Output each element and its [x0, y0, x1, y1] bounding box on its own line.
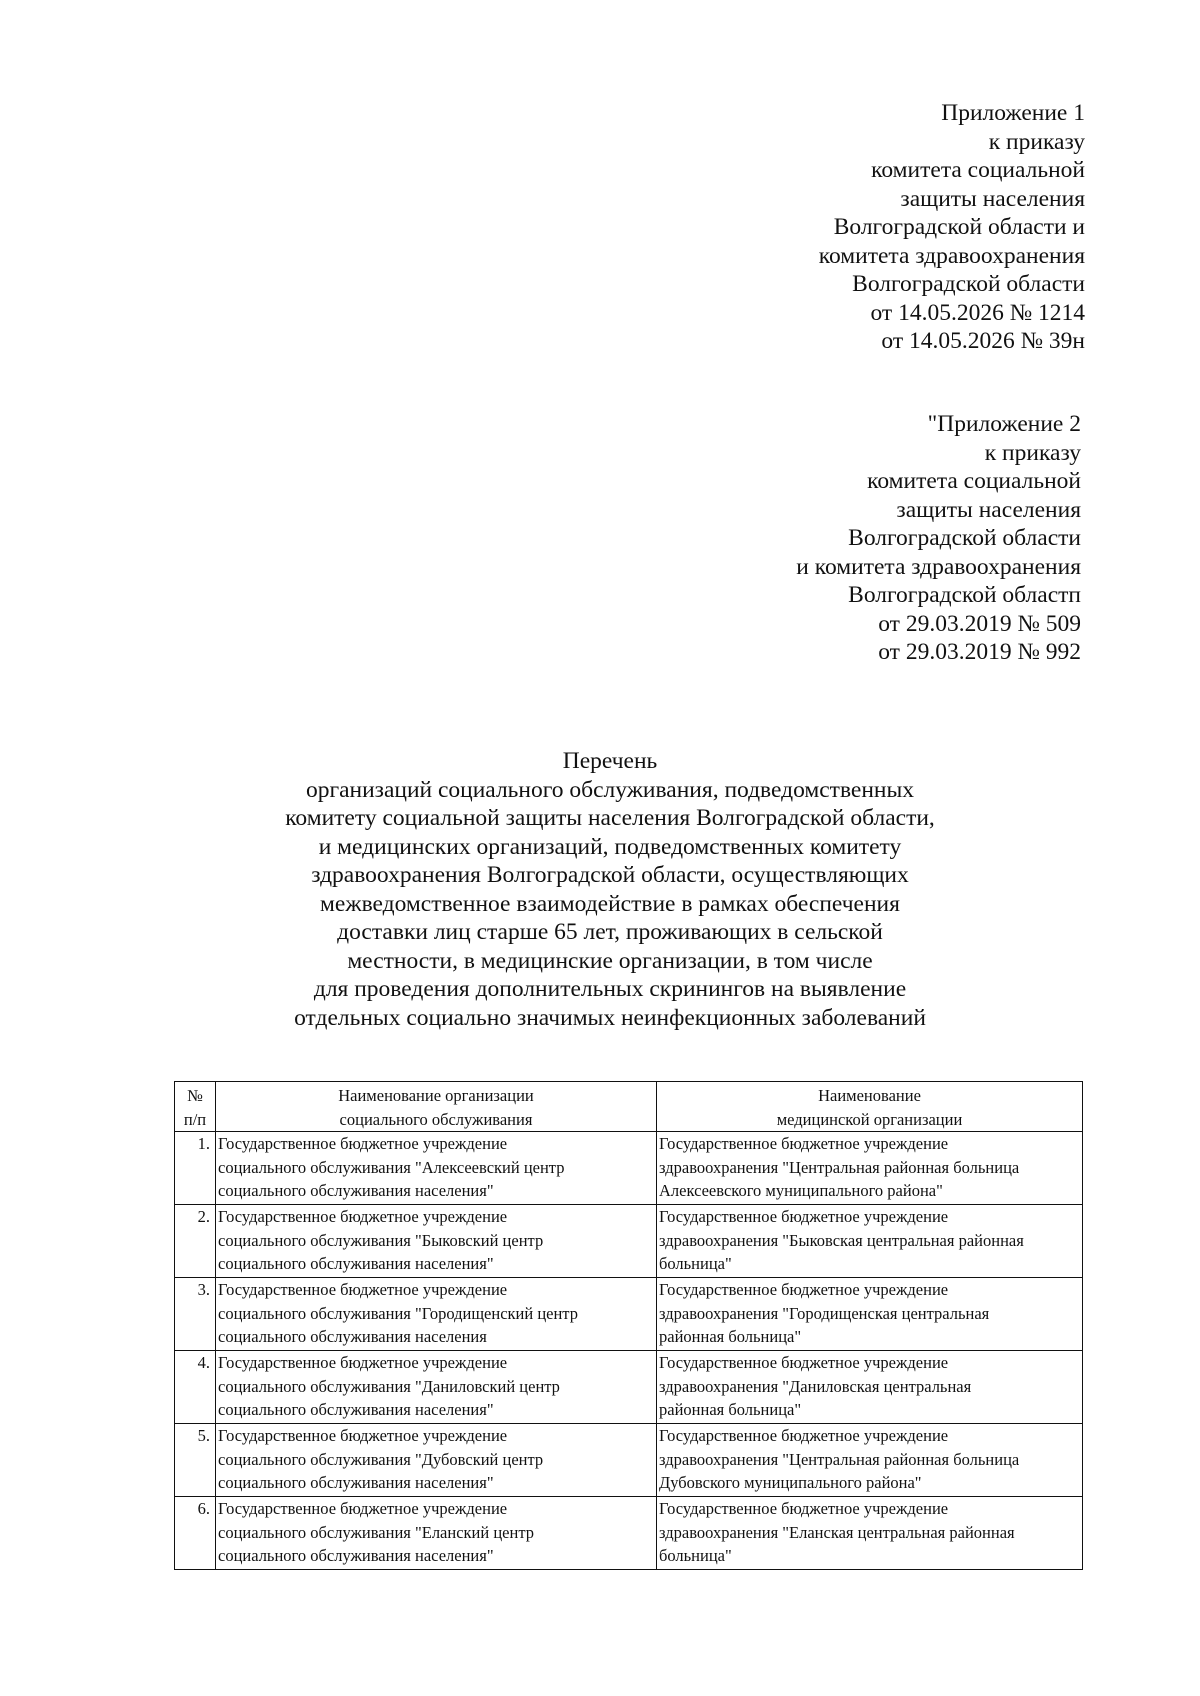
- table-body: [175, 1132, 1083, 1570]
- social-org-name-line: социального обслуживания населения": [218, 1254, 494, 1273]
- medical-org-name-line: здравоохранения "Даниловская центральная: [659, 1376, 972, 1396]
- medical-org-name-line: Государственное бюджетное учреждение: [659, 1280, 949, 1299]
- medical-org-name-line: Государственное бюджетное учреждение: [659, 1353, 949, 1372]
- medical-org-name-cell: [657, 1132, 1083, 1205]
- social-org-name-line: социального обслуживания "Алексеевский центр: [218, 1157, 565, 1177]
- social-org-name-line: социального обслуживания населения": [218, 1181, 494, 1200]
- title-line: отдельных социально значимых неинфекционных заболеваний: [294, 1004, 926, 1031]
- title-line: организаций социального обслуживания, подведомственных: [305, 776, 915, 803]
- title-line: комитету социальной защиты населения Волгоградской области,: [285, 805, 935, 831]
- medical-org-name-line: Алексеевского муниципального района": [659, 1181, 943, 1200]
- appendix-1-line: Волгоградской области и: [833, 214, 1085, 240]
- title-line: здравоохранения Волгоградской области, осуществляющих: [311, 862, 909, 888]
- appendix-1-line: Волгоградской области: [852, 271, 1085, 297]
- medical-org-name-line: здравоохранения "Еланская центральная районная: [659, 1522, 1015, 1542]
- appendix-1-line: комитета социальной: [871, 157, 1085, 183]
- medical-org-name-line: Государственное бюджетное учреждение: [659, 1134, 949, 1153]
- medical-org-name-line: здравоохранения "Быковская центральная районная: [659, 1230, 1024, 1250]
- appendix-2-line: к приказу: [984, 439, 1081, 466]
- organizations-table: [174, 1081, 1083, 1570]
- row-number: 6.: [175, 1497, 216, 1570]
- social-org-name-line: социального обслуживания населения: [218, 1327, 487, 1346]
- title-line: Перечень: [562, 748, 658, 774]
- appendix-1-line: комитета здравоохранения: [818, 242, 1085, 269]
- title-line: доставки лиц старше 65 лет, проживающих в сельской: [337, 919, 883, 945]
- appendix-2-line: комитета социальной: [867, 468, 1081, 494]
- table-row: [175, 1205, 1083, 1278]
- social-org-name-line: Государственное бюджетное учреждение: [218, 1134, 508, 1153]
- social-org-name-cell: [216, 1424, 657, 1497]
- medical-org-name-line: здравоохранения "Городищенская центральная: [659, 1303, 990, 1323]
- medical-org-name-cell: [657, 1424, 1083, 1497]
- social-org-name-line: социального обслуживания населения": [218, 1546, 494, 1565]
- row-number: 2.: [175, 1205, 216, 1278]
- title-line: и медицинских организаций, подведомственных комитету: [318, 833, 902, 860]
- social-org-name-line: социального обслуживания "Даниловский центр: [218, 1376, 560, 1396]
- header-social-org: [216, 1082, 657, 1132]
- social-org-name-cell: [216, 1351, 657, 1424]
- appendix-2-header: [796, 410, 1081, 667]
- medical-org-name-line: больница": [659, 1254, 732, 1273]
- social-org-name-line: социального обслуживания населения": [218, 1473, 494, 1492]
- table-row: [175, 1351, 1083, 1424]
- medical-org-name-line: больница": [659, 1546, 732, 1565]
- medical-org-name-line: Государственное бюджетное учреждение: [659, 1499, 949, 1518]
- appendix-2-line: от 29.03.2019 № 509: [878, 610, 1081, 637]
- appendix-2-line: от 29.03.2019 № 992: [878, 639, 1081, 665]
- table-row: [175, 1278, 1083, 1351]
- row-number: 1.: [175, 1132, 216, 1205]
- title-line: межведомственное взаимодействие в рамках обеспечения: [320, 890, 900, 917]
- social-org-name-line: социального обслуживания "Еланский центр: [218, 1522, 534, 1542]
- medical-org-name-cell: [657, 1351, 1083, 1424]
- appendix-2-line: Волгоградской областп: [848, 582, 1081, 608]
- header-medical-org: [657, 1082, 1083, 1132]
- medical-org-name-line: районная больница": [659, 1400, 802, 1419]
- header-medical-line: медицинской организации: [776, 1109, 963, 1129]
- row-number: 5.: [175, 1424, 216, 1497]
- social-org-name-cell: [216, 1132, 657, 1205]
- social-org-name-line: Государственное бюджетное учреждение: [218, 1426, 508, 1445]
- table-header: [175, 1082, 1083, 1132]
- medical-org-name-line: здравоохранения "Центральная районная больница: [659, 1157, 1020, 1177]
- medical-org-name-line: районная больница": [659, 1327, 802, 1346]
- appendix-2-line: Волгоградской области: [848, 525, 1081, 551]
- header-num-line: №: [187, 1086, 203, 1105]
- table-header-row: [175, 1082, 1083, 1132]
- appendix-1-header: [819, 99, 1085, 356]
- medical-org-name-line: Дубовского муниципального района": [659, 1473, 922, 1492]
- table-row: [175, 1424, 1083, 1497]
- row-number: 4.: [175, 1351, 216, 1424]
- medical-org-name-cell: [657, 1497, 1083, 1570]
- header-medical-line: Наименование: [818, 1086, 921, 1105]
- appendix-1-line: Приложение 1: [941, 100, 1085, 126]
- header-num: [175, 1082, 216, 1132]
- appendix-2-line: "Приложение 2: [927, 411, 1081, 437]
- appendix-2-line: и комитета здравоохранения: [796, 553, 1081, 580]
- header-num-line: п/п: [183, 1109, 207, 1129]
- title-line: местности, в медицинские организации, в том числе: [347, 947, 873, 974]
- table-row: [175, 1497, 1083, 1570]
- medical-org-name-cell: [657, 1278, 1083, 1351]
- medical-org-name-cell: [657, 1205, 1083, 1278]
- appendix-2-line: защиты населения: [896, 496, 1081, 523]
- medical-org-name-line: Государственное бюджетное учреждение: [659, 1426, 949, 1445]
- social-org-name-line: Государственное бюджетное учреждение: [218, 1207, 508, 1226]
- social-org-name-line: Государственное бюджетное учреждение: [218, 1280, 508, 1299]
- appendix-1-line: от 14.05.2026 № 39н: [881, 328, 1085, 354]
- medical-org-name-line: здравоохранения "Центральная районная больница: [659, 1449, 1020, 1469]
- document-title: [0, 747, 1200, 1032]
- header-social-line: Наименование организации: [338, 1086, 534, 1105]
- title-line: для проведения дополнительных скринингов на выявление: [313, 976, 907, 1002]
- appendix-1-line: к приказу: [988, 128, 1085, 155]
- medical-org-name-line: Государственное бюджетное учреждение: [659, 1207, 949, 1226]
- social-org-name-cell: [216, 1205, 657, 1278]
- row-number: 3.: [175, 1278, 216, 1351]
- social-org-name-line: Государственное бюджетное учреждение: [218, 1499, 508, 1518]
- header-social-line: социального обслуживания: [339, 1109, 533, 1129]
- social-org-name-cell: [216, 1497, 657, 1570]
- social-org-name-cell: [216, 1278, 657, 1351]
- social-org-name-line: социального обслуживания населения": [218, 1400, 494, 1419]
- social-org-name-line: социального обслуживания "Дубовский центр: [218, 1449, 544, 1469]
- social-org-name-line: социального обслуживания "Городищенский центр: [218, 1303, 578, 1323]
- table-row: [175, 1132, 1083, 1205]
- social-org-name-line: социального обслуживания "Быковский центр: [218, 1230, 544, 1250]
- appendix-1-line: от 14.05.2026 № 1214: [870, 299, 1085, 326]
- appendix-1-line: защиты населения: [900, 185, 1085, 212]
- social-org-name-line: Государственное бюджетное учреждение: [218, 1353, 508, 1372]
